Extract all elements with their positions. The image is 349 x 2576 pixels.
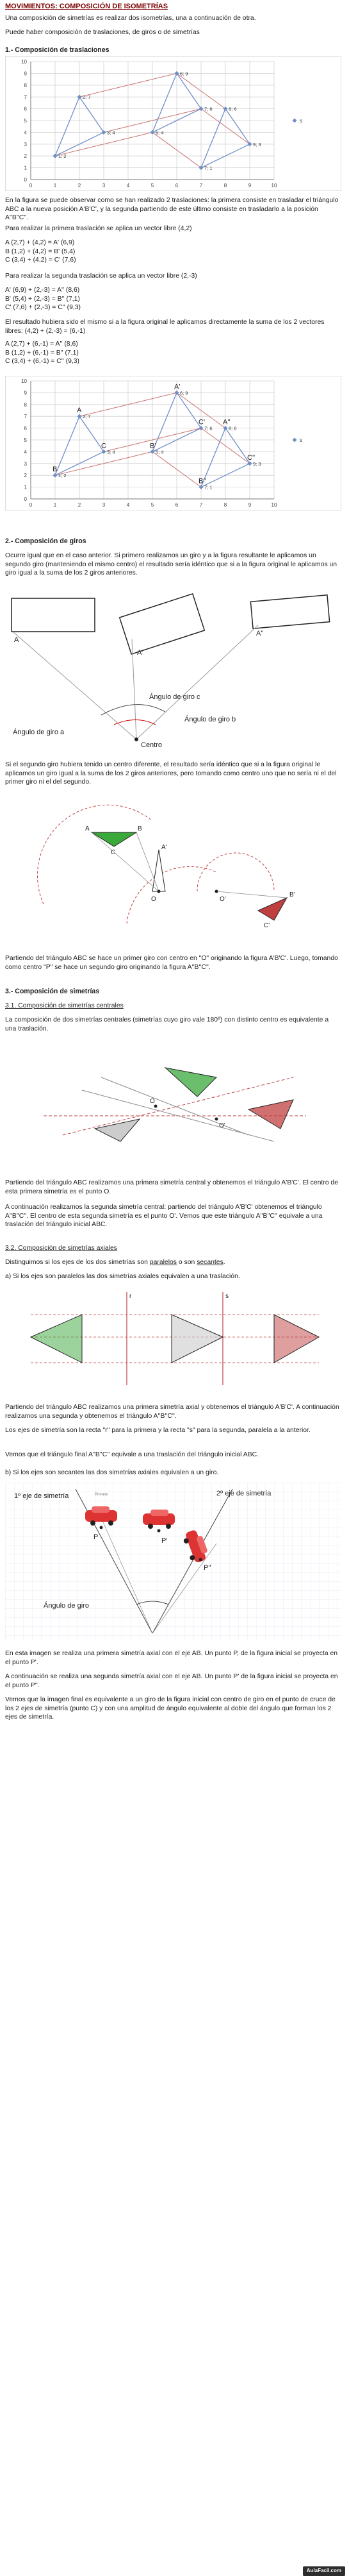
section-3-heading: 3.- Composición de simetrías <box>5 988 100 995</box>
data-label: 1; 2 <box>58 473 67 479</box>
data-label: 8; 6 <box>229 425 237 432</box>
point-letter: A <box>77 407 82 415</box>
point-letter: A'' <box>223 418 231 426</box>
label-O: O <box>150 1098 155 1105</box>
label-Ppp: P'' <box>204 1564 211 1572</box>
x-tick-label: 3 <box>102 183 106 189</box>
s3-subheading-1: 3.1. Composición de simetrías centrales <box>5 1002 124 1009</box>
y-tick-label: 6 <box>24 106 27 112</box>
center-op <box>215 1118 218 1121</box>
rotation-figure <box>5 593 341 750</box>
label-Bp: B' <box>289 891 295 898</box>
s3-subheading-2: 3.2. Composición de simetrías axiales <box>5 1245 117 1252</box>
center-op <box>215 890 218 893</box>
s2-paragraph-1: Ocurre igual que en el caso anterior. Si primero realizamos un giro y a la figura resultante le aplicamos un segundo giro (manteniendo el mismo centro) el resultado sería idéntico que si a la figura original le aplicamos un giro igual a la suma de los 2 giros anteriores. <box>5 552 337 577</box>
rotation-two-centers-figure <box>5 795 341 943</box>
y-tick-label: 5 <box>24 437 27 443</box>
x-tick-label: 9 <box>248 183 252 189</box>
data-label: 2; 7 <box>83 94 91 101</box>
y-tick-label: 2 <box>24 153 27 160</box>
intro-text-2: Puede haber composición de traslaciones, de giros o de simetrías <box>5 29 200 36</box>
s1-list-3-item: B (1,2) + (6,-1) = B'' (7,1) <box>5 349 79 357</box>
x-tick-label: 10 <box>271 183 277 189</box>
label-Ap: A' <box>161 844 167 851</box>
y-tick-label: 3 <box>24 141 27 147</box>
data-label: 7; 1 <box>204 484 213 491</box>
label-Pp: P' <box>161 1537 168 1545</box>
s1-paragraph-1: En la figura se puede observar como se han realizado 2 traslaciones: la primera consiste en trasladar el triángulo ABC a la nueva posición A'B'C', y la segunda partiendo de este último consiste en trasladarlo a la posición A''B''C''. <box>5 197 339 222</box>
data-label: 7; 6 <box>204 106 213 112</box>
label-Op: O' <box>219 1122 225 1129</box>
chart-translation-2 <box>5 376 341 510</box>
y-tick-label: 6 <box>24 425 27 432</box>
point-letter: B'' <box>199 477 206 485</box>
data-label: 7; 6 <box>204 425 213 432</box>
point-letter: C <box>101 442 106 450</box>
x-tick-label: 5 <box>150 502 154 508</box>
s1-list-3-item: A (2,7) + (6,-1) = A'' (8,6) <box>5 341 78 348</box>
triangle-abc <box>31 1315 82 1363</box>
x-tick-label: 3 <box>102 502 106 508</box>
line-2 <box>63 1077 293 1135</box>
y-tick-label: 10 <box>21 59 27 65</box>
s1-list-2-item: A' (6,9) + (2,-3) = A'' (8,6) <box>5 287 80 294</box>
triangle-ap <box>95 1119 140 1141</box>
x-tick-label: 7 <box>199 183 203 189</box>
data-label: 6; 9 <box>180 71 188 77</box>
x-tick-label: 1 <box>53 502 57 508</box>
label-P: P <box>93 1533 99 1541</box>
ray-ap <box>132 639 136 739</box>
data-label: 1; 2 <box>58 153 67 160</box>
y-tick-label: 0 <box>24 496 27 502</box>
x-tick-label: 2 <box>77 183 81 189</box>
label-eje1: 1º eje de simetría <box>14 1492 69 1500</box>
s1-list-2-item: C' (7,6) + (2,-3) = C'' (9,3) <box>5 304 81 312</box>
x-tick-label: 10 <box>271 502 277 508</box>
arc-giro <box>101 705 165 715</box>
page-title: MOVIMIENTOS: COMPOSICIÓN DE ISOMETRÍAS <box>5 3 168 10</box>
data-label: 5; 4 <box>156 449 164 455</box>
point-p <box>100 1526 103 1529</box>
data-label: 6; 9 <box>180 390 188 396</box>
y-tick-label: 7 <box>24 414 27 420</box>
section-1-heading: 1.- Composición de traslaciones <box>5 46 110 54</box>
x-tick-label: 9 <box>248 502 252 508</box>
triangle-ap <box>152 850 165 891</box>
center-o <box>154 1105 158 1108</box>
label-Op: O' <box>220 896 226 903</box>
s1-list-3-item: C (3,4) + (6,-1) = C'' (9,3) <box>5 358 79 366</box>
label-C: C <box>111 849 116 856</box>
y-tick-label: 2 <box>24 473 27 479</box>
s3-p4-c: o son <box>176 1259 197 1266</box>
s1-list-1-item: B (1,2) + (4,2) = B' (5,4) <box>5 248 76 255</box>
data-label: 8; 6 <box>229 106 237 112</box>
s1-list-1-item: A (2,7) + (4,2) = A' (6,9) <box>5 239 75 246</box>
s3-paragraph-6: Partiendo del triángulo ABC realizamos una primera simetría axial y obtenemos el triángulo A'B'C'. A continuación realizamos una segunda y obtenemos el triángulo A''B''C''. <box>5 1404 339 1420</box>
arc-giro-2 <box>114 720 156 725</box>
s2-paragraph-3: Partiendo del triángulo ABC se hace un primer giro con centro en "O" originando la figura A'B'C'. Luego, tomando como centro "P" se hace un segundo giro originando la figura A''B''C''. <box>5 955 338 971</box>
footer-logo: AulaFacil.com <box>303 2566 345 2576</box>
label-r: r <box>129 1293 132 1300</box>
s3-paragraph-11: A continuación se realiza una segunda simetría axial con el eje AB. Un punto P' de la figura inicial se proyecta en el punto P''. <box>5 1673 338 1689</box>
central-symmetry-figure <box>5 1039 341 1161</box>
x-tick-label: 4 <box>126 502 130 508</box>
triangle-app <box>258 898 287 920</box>
label-app: A'' <box>256 630 264 637</box>
s3-paragraph-8: Vemos que el triángulo final A''B''C'' equivale a una traslación del triángulo inicial ABC. <box>5 1451 259 1458</box>
label-s: s <box>225 1293 229 1300</box>
point-letter: B <box>53 466 58 474</box>
y-tick-label: 0 <box>24 177 27 183</box>
s3-p4-e: . <box>223 1259 225 1266</box>
s3-paragraph-10: En esta imagen se realiza una primera simetría axial con el eje AB. Un punto P, de la figura inicial se proyecta en el punto P'. <box>5 1650 338 1666</box>
x-tick-label: 7 <box>199 502 203 508</box>
s3-paragraph-12: Vemos que la imagen final es equivalente a un giro de la figura inicial con centro de giro en el punto de cruce de los 2 ejes de simetría (punto C) y con una amplitud de ángulo equivalente al doble del ángulo que forman los 2 ejes de simetría. <box>5 1696 336 1721</box>
ray-op <box>216 891 287 898</box>
s1-paragraph-2: Para realizar la primera traslación se aplica un vector libre (4,2) <box>5 225 192 232</box>
x-tick-label: 2 <box>77 502 81 508</box>
s2-paragraph-2: Si el segundo giro hubiera tenido un centro diferente, el resultado sería idéntico que si a la figura original le aplicamos un giro igual a la suma de los 2 giros anteriores, pero tomando como centro uno que no sería ni el del primer giro ni el del segundo. <box>5 761 337 786</box>
label-giro-a: Ángulo de giro a <box>13 728 65 736</box>
y-tick-label: 4 <box>24 449 27 455</box>
s3-paragraph-7: Los ejes de simetría son la recta "r" para la primera y la recta "s" para la segunda, paralela a la anterior. <box>5 1427 311 1434</box>
point-pp <box>158 1529 161 1533</box>
data-label: 2; 7 <box>83 414 91 420</box>
chart-frame <box>5 56 341 191</box>
s3-paragraph-5: a) Si los ejes son paralelos las dos simetrías axiales equivalen a una traslación. <box>5 1273 240 1280</box>
data-label: 9; 3 <box>253 141 261 147</box>
axial-parallel-figure <box>5 1289 341 1392</box>
ray-o-1 <box>92 832 159 891</box>
chart-translation-1 <box>5 56 341 191</box>
x-tick-label: 4 <box>126 183 130 189</box>
y-tick-label: 1 <box>24 484 27 491</box>
x-tick-label: 8 <box>223 502 227 508</box>
triangle-ap <box>172 1315 223 1363</box>
data-label: 3; 4 <box>107 449 115 455</box>
point-letter: A' <box>174 383 181 391</box>
y-tick-label: 4 <box>24 130 27 136</box>
x-tick-label: 0 <box>29 183 33 189</box>
y-tick-label: 7 <box>24 94 27 101</box>
section-2-heading: 2.- Composición de giros <box>5 537 86 545</box>
triangle-abc <box>165 1068 216 1097</box>
centro-point <box>134 737 138 741</box>
y-tick-label: 8 <box>24 401 27 408</box>
y-tick-label: 8 <box>24 82 27 88</box>
rect-a <box>12 598 95 632</box>
y-tick-label: 5 <box>24 118 27 124</box>
label-centro: Centro <box>141 741 163 749</box>
label-giro: Ángulo de giro <box>44 1602 89 1610</box>
s1-list-3 <box>5 340 341 366</box>
chart-frame <box>5 376 341 510</box>
label-giro-b: Ángulo de giro b <box>184 716 236 723</box>
label-A: A <box>85 825 90 832</box>
y-tick-label: 9 <box>24 71 27 77</box>
x-tick-label: 1 <box>53 183 57 189</box>
legend-label: s <box>300 118 302 124</box>
data-label: 7; 1 <box>204 165 213 171</box>
s3-paragraph-2: Partiendo del triángulo ABC realizamos una primera simetría central y obtenemos el triángulo A'B'C'. El centro de esta primera simetría es el punto O. <box>5 1179 338 1195</box>
label-Cp: C' <box>264 922 270 929</box>
s3-p4-secantes: secantes <box>197 1259 223 1266</box>
triangle-app <box>248 1100 293 1129</box>
data-label: 9; 3 <box>253 460 261 467</box>
s3-paragraph-9: b) Si los ejes son secantes las dos simetrías axiales equivalen a un giro. <box>5 1469 219 1476</box>
y-tick-label: 1 <box>24 165 27 171</box>
s1-list-1 <box>5 239 341 265</box>
center-o <box>158 890 161 893</box>
y-tick-label: 10 <box>21 378 27 384</box>
s1-paragraph-4: El resultado hubiera sido el mismo si a la figura original le aplicamos directamente la suma de los 2 vectores libres: (4,2) + (2,-3) = (6,-1) <box>5 319 325 335</box>
data-label: 5; 4 <box>156 130 164 136</box>
x-tick-label: 5 <box>150 183 154 189</box>
point-ppp <box>199 1558 202 1562</box>
label-O: O <box>151 896 156 903</box>
x-tick-label: 0 <box>29 502 33 508</box>
dashed-arc-3 <box>197 853 274 891</box>
label-ap: A' <box>137 649 143 657</box>
s3-paragraph-4 <box>5 1258 341 1267</box>
label-B: B <box>138 825 142 832</box>
point-letter: C' <box>199 418 206 426</box>
s1-list-2-item: B' (5,4) + (2,-3) = B'' (7,1) <box>5 295 80 303</box>
s3-paragraph-1: La composición de dos simetrías centrales (simetrías cuyo giro vale 180º) con distinto centro es equivalente a una traslación. <box>5 1016 329 1032</box>
point-letter: B' <box>150 442 156 450</box>
label-a: A <box>14 636 19 644</box>
x-tick-label: 6 <box>175 183 179 189</box>
grid-background <box>5 1483 341 1640</box>
triangle-app <box>274 1315 319 1363</box>
dashed-arc-1 <box>37 805 152 904</box>
triangle-abc <box>92 832 136 846</box>
legend-label: s <box>300 437 302 443</box>
point-letter: C'' <box>247 453 256 462</box>
s3-paragraph-3: A continuación realizamos la segunda simetría central: partiendo del triángulo A'B'C' obtenemos el triángulo A''B''C''. El centro de esta segunda simetría es el punto O'. Vemos que este triángulo A''B''C'' equivale a una traslación del triángulo inicial ABC. <box>5 1204 323 1229</box>
s1-list-1-item: C (3,4) + (4,2) = C' (7,6) <box>5 257 76 264</box>
x-tick-label: 6 <box>175 502 179 508</box>
intro-text-1: Una composición de simetrías es realizar dos isometrías, una a continuación de otra. <box>5 15 256 22</box>
ray-o-2 <box>136 832 159 891</box>
label-small: Primero <box>95 1493 109 1497</box>
label-giro-c: Ángulo de giro c <box>149 693 200 701</box>
label-eje2: 2º eje de simetría <box>216 1490 272 1497</box>
rect-app <box>250 595 329 628</box>
y-tick-label: 9 <box>24 390 27 396</box>
s3-p4-a: Distinguimos si los ejes de los dos simetrías son <box>5 1259 150 1266</box>
s1-paragraph-3: Para realizar la segunda traslación se aplica un vector libre (2,-3) <box>5 273 197 280</box>
axial-secant-figure <box>5 1483 341 1640</box>
s1-list-2 <box>5 286 341 312</box>
s3-p4-paralelos: paralelos <box>149 1259 177 1266</box>
y-tick-label: 3 <box>24 460 27 467</box>
data-label: 3; 4 <box>107 130 115 136</box>
x-tick-label: 8 <box>223 183 227 189</box>
